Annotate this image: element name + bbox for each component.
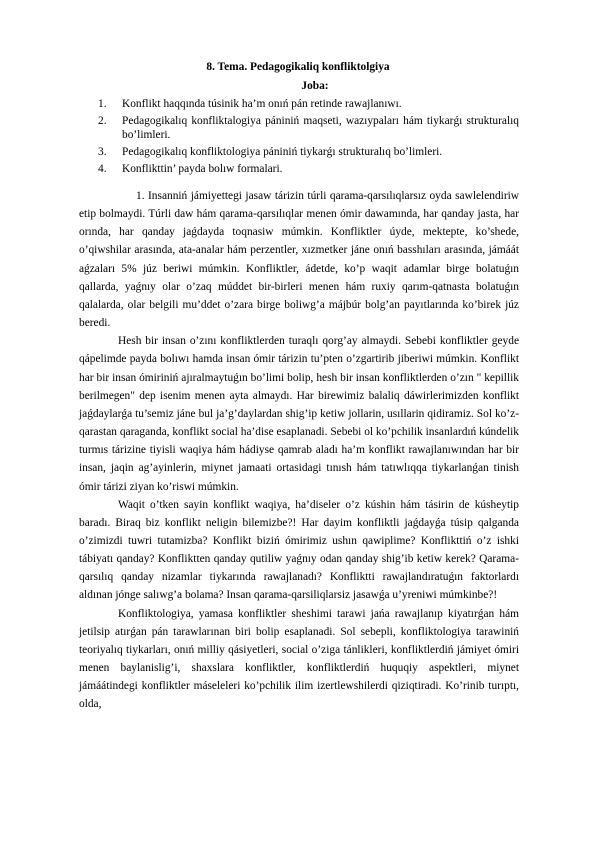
plan-heading: Joba: [301, 80, 329, 92]
paragraph: Konfliktologiya, yamasa konfliktler sheshimi tarawi jańa rawajlanıp kiyatırǵan hám jetilsip atırǵan pán tarawlarınan biri bolip esaplanadi. Sol sebepli, konfliktologiya tarawiniń teoriyalıq tiykarları, onıń milliy qásiyetleri, social o’ziga tánlikleri, konfliktlerdiń jámiyet ómiri menen baylanislig’i, shaxslara konfliktler, konfliktlerdiń huquqiy aspektleri, miynet jámáátindegi konfliktler máseleleri ko’pchilik ilim izertlewshilerdi qiziqtiradi. Ko’rinib turıptı, olda, [79, 607, 519, 711]
paragraph: 1. Insanniń jámiyettegi jasaw tárizin túrli qarama-qarsılıqlarsız oyda sawlelendiriw etip bolmaydi. Túrli daw hám qarama-qarsılıqlar menen ómir dawamında, har qanday jasta, har orında, har qanday jaǵdayda toqnasiw múmkin. Konfliktler úyde, mektepte, ko’shede, o’qiwshilar arasında, ata-analar hám perzentler, xızmetker jáne onıń basshıları arasında, jámáát aǵzaları 5% júz beriwi múmkin. Konfliktler, ádetde, ko’p waqit adamlar birge bolatuǵın qallarda, yaǵnıy olar o’zaq múddet bir-birleri menen hám ruxiy qarım-qatnasta bolatuǵın qalalarda, olar belgili mu’ddet o’zara birge boliwg’a májbúr bolg’an payıtlarında ko’birek júz beredi. [79, 190, 519, 330]
document-title: 8. Tema. Pedagogikaliq konfliktolgiya [206, 61, 390, 73]
plan-item-text: Pedagogikalıq konfliktologiya pániniń tiykarǵı strukturalıq bo’limleri. [122, 146, 443, 159]
body-text [79, 187, 519, 714]
plan-item-number: 2. [98, 115, 107, 127]
plan-item [98, 97, 519, 111]
plan-item-number: 3. [98, 146, 107, 159]
plan-item-text: Konflikt haqqında túsinik ha’m onıń pán retinde rawajlanıwı. [122, 98, 402, 110]
plan-list [98, 97, 519, 179]
plan-item-number: 1. [98, 98, 107, 110]
plan-item-number: 4. [98, 163, 107, 176]
plan-item-text: Pedagogikalıq konfliktalogiya pániniń maqseti, wazıypaları hám tiykarǵı strukturalıq bo’limleri. [122, 115, 519, 142]
plan-item-text: Konflikttin’ payda bolıw formalari. [122, 163, 283, 176]
plan-item [98, 114, 519, 142]
paragraph: Waqit o’tken sayin konflikt waqiya, ha’diseler o’z kúshin hám tásirin de kúsheytip baradı. Biraq biz konflikt neligin bilemizbe?! Har dayim konfliktli jaǵdayǵa túsip qalganda o’zimizdi tuwri tutamizba? Konflikt biziń ómirimiz ushın qawiplime? Konflikttiń o’z ishki tábiyatı qanday? Konfliktten qanday qutiliw yaǵnıy odan qanday shig’ib ketiw kerek? Qarama-qarsılıq qanday nizamlar tiykarında rawajlanadı? Konfliktti rawajlandıratuǵın faktorlardı aldınan jónge salıwg’a bolama? Insan qarama-qarsiliqlarsiz jasawǵa u’yreniwi múmkinbe?! [79, 498, 519, 602]
paragraph: Hesh bir insan o’zını konfliktlerden turaqlı qorg’ay almaydi. Sebebi konfliktler geyde qápelimde payda bolıwı hamda insan ómir tárizin tu’pten o’zgartirib jiberiwi múmkin. Konflikt har bir insan ómiriniń ajıralmaytuǵın bo’limi bolip, hesh bir insan konfliktlerden o’zın " kepillik berilmegen" dep isenim menen ayta almaydı. Har birewimiz balaliq dáwirlerimizden konflikt jaǵdaylarǵa tu’semiz jáne bul ja’g’daylardan shig’ip ketiw jollarin, usıllarin qidiramiz. Sol ko’z-qarastan qaraganda, konflikt social ha’dise esaplanadi. Sebebi ol ko’pchilik insanlardıń kúndelik turmıs tárizine tiyisli waqiya hám hádiyse qamrab aladı ha’m konflikt rawajlanıwından har bir insan, jaqin ag’ayinlerin, miynet jamaati ortasidagi tınısh hám tatıwlıqqa tiykarlanǵan tinish ómir tárizi ziyan ko’riswi múmkin. [79, 335, 519, 493]
plan-item [98, 162, 519, 176]
plan-item [98, 145, 519, 159]
